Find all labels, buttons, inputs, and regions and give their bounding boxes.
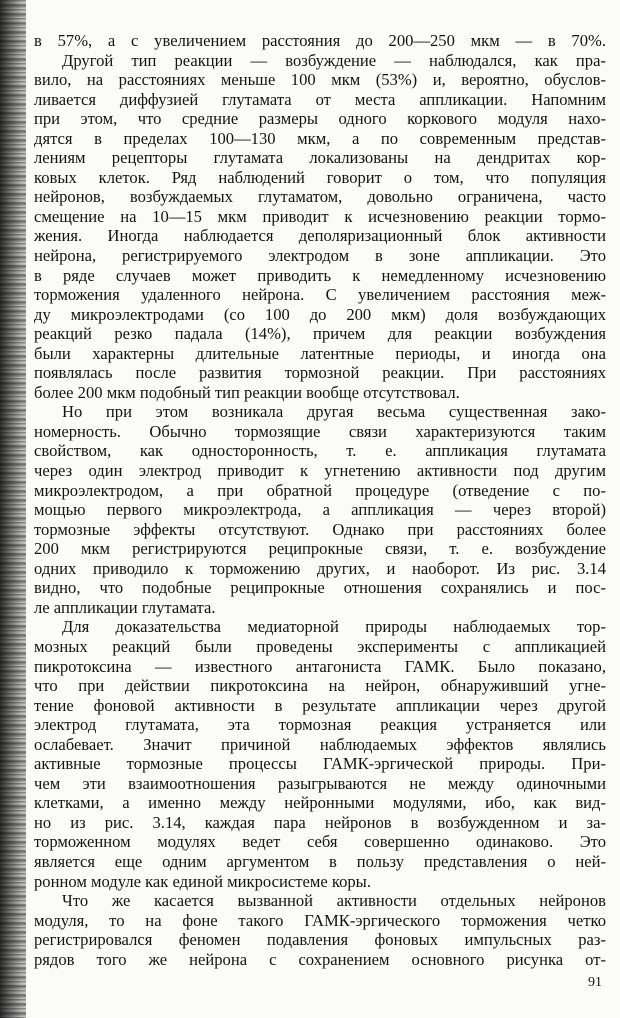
text-line: Но при этом возникала другая весьма существенная зако- (62, 402, 606, 422)
text-line: ронном модуле как единой микросистеме коры. (34, 871, 371, 891)
text-line: электрод глутамата, эта тормозная реакция устраняется или (34, 715, 606, 735)
text-line: Для доказательства медиаторной природы наблюдаемых тор- (62, 617, 606, 637)
text-line: номерность. Обычно тормозящие связи характеризуются таким (34, 421, 606, 441)
page-binding-shadow (0, 0, 26, 1018)
text-line: в ряде случаев может приводить к немедленному исчезновению (34, 265, 606, 285)
text-line: в 57%, а с увеличением расстояния до 200—250 мкм — в 70%. (34, 31, 606, 50)
text-line: Что же касается вызванной активности отдельных нейронов (62, 891, 606, 911)
text-line: нейрона, регистрируемого электродом в зоне аппликации. Это (34, 246, 606, 266)
text-line: Другой тип реакции — возбуждение — наблюдался, как пра- (62, 50, 606, 70)
text-line: что при действии пикротоксина на нейрон, обнаруживший угне- (34, 676, 606, 696)
text-line: при этом, что средние размеры одного коркового модуля нахо- (34, 109, 606, 129)
text-line: ослабевает. Значит причиной наблюдаемых эффектов являлись (34, 734, 606, 754)
text-line: но из рис. 3.14, каждая пара нейронов в возбужденном и за- (34, 812, 606, 832)
text-line: были характерны длительные латентные периоды, и иногда она (34, 343, 606, 363)
text-line: мощью первого микроэлектрода, а аппликация — через второй) (34, 500, 606, 520)
text-line: модуля, то на фоне такого ГАМК-эргического торможения четко (34, 910, 606, 930)
text-line: является еще одним аргументом в пользу представления о ней- (34, 851, 606, 871)
body-text (34, 31, 606, 969)
text-line: клетками, а именно между нейронными модулями, ибо, как вид- (34, 793, 606, 813)
text-line: тение фоновой активности в результате аппликации через другой (34, 695, 606, 715)
text-line: лениям рецепторы глутамата локализованы на дендритах кор- (34, 148, 606, 168)
text-line: ду микроэлектродами (со 100 до 200 мкм) доля возбуждающих (34, 304, 606, 324)
text-line: регистрировался феномен подавления фоновых импульсных раз- (34, 930, 606, 950)
text-line: нейронов, возбуждаемых глутаматом, довольно ограничена, часто (34, 187, 606, 207)
text-line: видно, что подобные реципрокные отношения сохранялись и пос- (34, 578, 606, 598)
text-line: пикротоксина — известного антагониста ГАМК. Было показано, (34, 656, 606, 676)
text-line: торможенном модулях ведет себя совершенно одинаково. Это (34, 832, 606, 852)
text-line: тормозные эффекты отсутствуют. Однако при расстояниях более (34, 519, 606, 539)
text-line: вило, на расстояниях меньше 100 мкм (53%) и, вероятно, обуслов- (34, 70, 606, 90)
page-number: 91 (588, 975, 602, 990)
text-line: смещение на 10—15 мкм приводит к исчезновению реакции тормо- (34, 206, 606, 226)
text-line: через один электрод приводит к угнетению активности под другим (34, 461, 606, 481)
text-line: появлялась после развития тормозной реакции. При расстояниях (34, 363, 606, 383)
text-line: 200 мкм регистрируются реципрокные связи, т. е. возбуждение (34, 539, 606, 559)
text-line: более 200 мкм подобный тип реакции вообще отсутствовал. (34, 382, 460, 402)
text-line: свойством, как односторонность, т. е. аппликация глутамата (34, 441, 606, 461)
text-line: рядов того же нейрона с сохранением основного рисунка от- (34, 949, 606, 969)
text-line: ле аппликации глутамата. (34, 597, 216, 617)
text-line: ливается диффузией глутамата от места аппликации. Напомним (34, 89, 606, 109)
text-line: ковых клеток. Ряд наблюдений говорит о том, что популяция (34, 167, 606, 187)
text-line: одних приводило к торможению других, и наоборот. Из рис. 3.14 (34, 558, 606, 578)
text-line: активные тормозные процессы ГАМК-эргической природы. При- (34, 754, 606, 774)
text-line: чем эти взаимоотношения разыгрываются не между одиночными (34, 773, 606, 793)
text-line: реакций резко падала (14%), причем для реакции возбуждения (34, 324, 606, 344)
text-line: микроэлектродом, а при обратной процедуре (отведение с по- (34, 480, 606, 500)
text-line: жения. Иногда наблюдается деполяризационный блок активности (34, 226, 606, 246)
text-line: дятся в пределах 100—130 мкм, а по современным представ- (34, 128, 606, 148)
text-line: мозных реакций были проведены эксперименты с аппликацией (34, 636, 606, 656)
text-line: торможения удаленного нейрона. С увеличением расстояния меж- (34, 285, 606, 305)
